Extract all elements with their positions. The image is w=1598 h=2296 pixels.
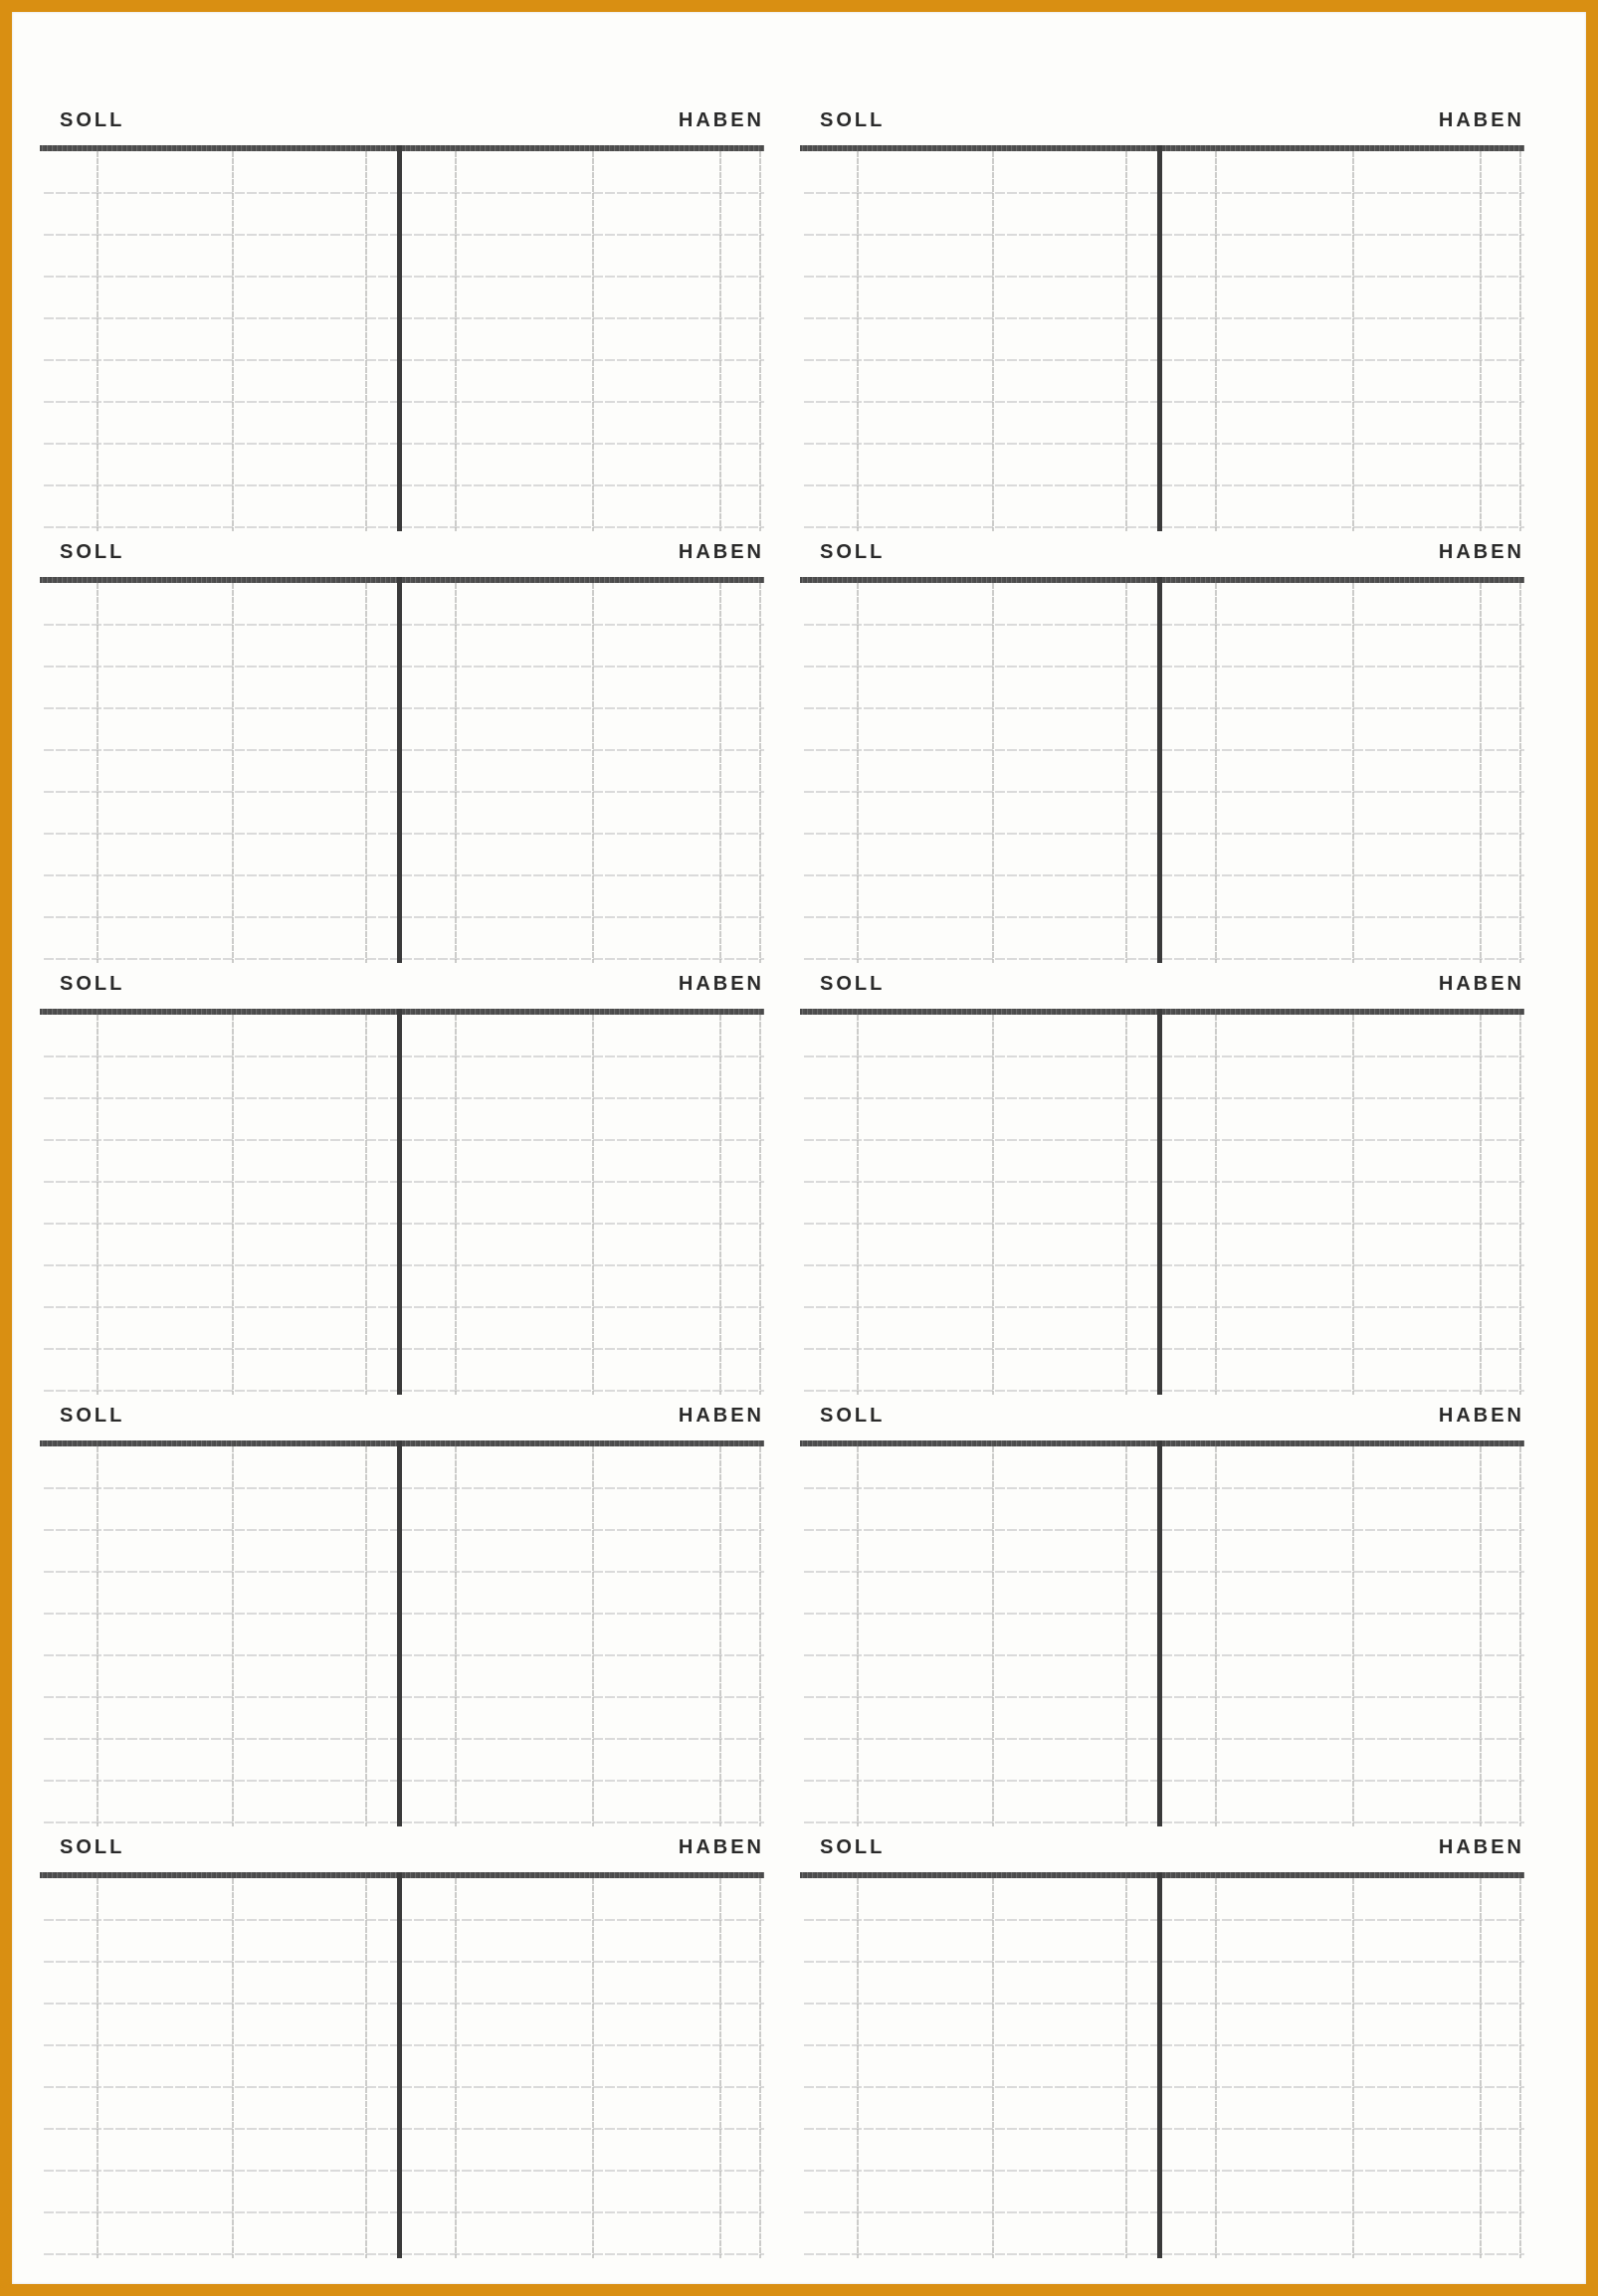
ledger-grid (804, 1878, 1524, 2258)
t-account-5 (40, 973, 764, 1395)
haben-label: HABEN (678, 1405, 764, 1427)
ledger-grid (44, 151, 764, 531)
t-divider (1157, 145, 1162, 531)
t-divider (1157, 1872, 1162, 2258)
soll-label: SOLL (820, 1836, 886, 1858)
ledger-grid (804, 1015, 1524, 1395)
ledger-grid (804, 151, 1524, 531)
haben-label: HABEN (678, 109, 764, 131)
t-divider (1157, 577, 1162, 963)
t-account-1 (40, 109, 764, 531)
haben-label: HABEN (1438, 1405, 1524, 1427)
t-account-2 (800, 109, 1524, 531)
t-account-3 (40, 541, 764, 963)
t-divider (397, 1009, 402, 1395)
haben-label: HABEN (1438, 541, 1524, 563)
soll-label: SOLL (820, 109, 886, 131)
soll-label: SOLL (60, 541, 125, 563)
t-divider (1157, 1009, 1162, 1395)
ledger-grid (44, 1446, 764, 1826)
soll-label: SOLL (820, 973, 886, 995)
haben-label: HABEN (1438, 1836, 1524, 1858)
soll-label: SOLL (820, 541, 886, 563)
t-account-7 (40, 1405, 764, 1826)
t-account-8 (800, 1405, 1524, 1826)
t-account-10 (800, 1836, 1524, 2258)
t-account-6 (800, 973, 1524, 1395)
ledger-grid (44, 583, 764, 963)
t-divider (397, 577, 402, 963)
t-divider (397, 145, 402, 531)
ledger-sheet (12, 12, 1586, 2284)
ledger-grid (804, 1446, 1524, 1826)
t-account-9 (40, 1836, 764, 2258)
haben-label: HABEN (1438, 109, 1524, 131)
soll-label: SOLL (60, 1836, 125, 1858)
haben-label: HABEN (1438, 973, 1524, 995)
haben-label: HABEN (678, 973, 764, 995)
soll-label: SOLL (60, 1405, 125, 1427)
t-account-4 (800, 541, 1524, 963)
ledger-grid (804, 583, 1524, 963)
haben-label: HABEN (678, 1836, 764, 1858)
t-divider (397, 1872, 402, 2258)
ledger-grid (44, 1878, 764, 2258)
haben-label: HABEN (678, 541, 764, 563)
soll-label: SOLL (820, 1405, 886, 1427)
soll-label: SOLL (60, 109, 125, 131)
t-divider (1157, 1440, 1162, 1826)
t-divider (397, 1440, 402, 1826)
soll-label: SOLL (60, 973, 125, 995)
ledger-grid (44, 1015, 764, 1395)
